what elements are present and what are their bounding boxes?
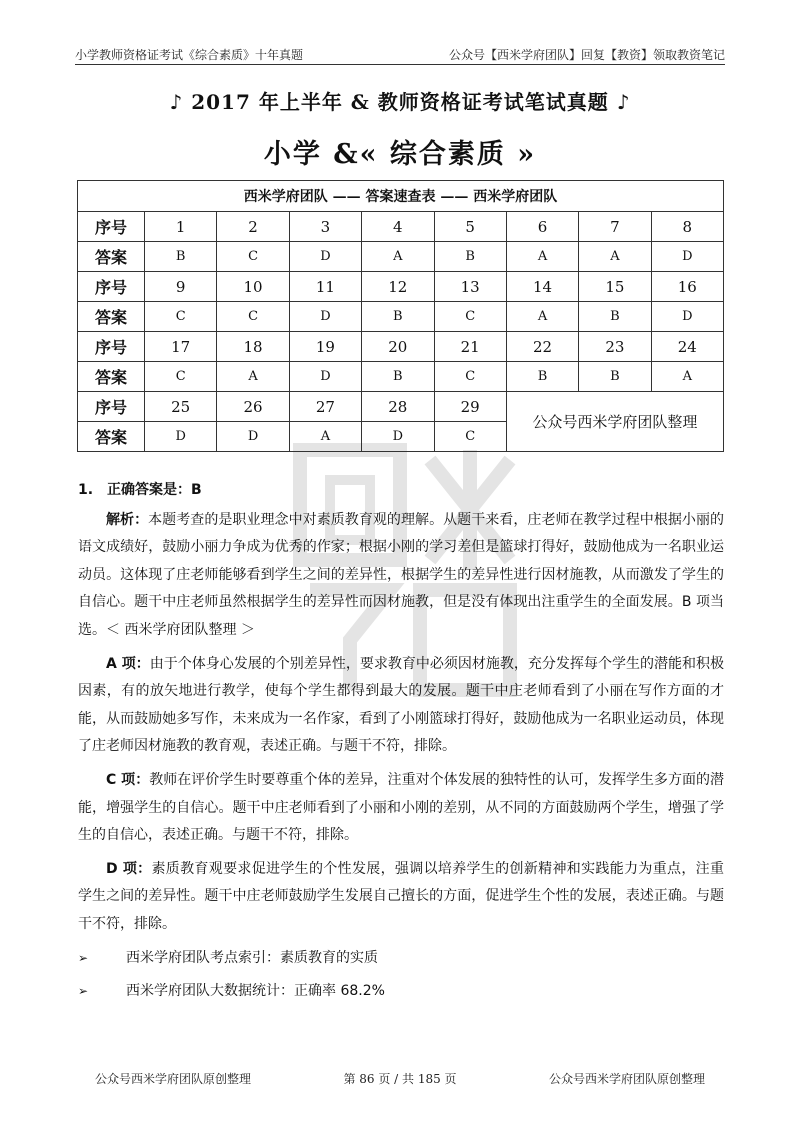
seq-label: 序号 [78, 392, 145, 422]
answer-cell: C [434, 362, 506, 392]
page-footer [75, 1070, 725, 1090]
answer-label: 答案 [78, 242, 145, 272]
answer-cell: B [579, 302, 651, 332]
seq-cell: 6 [506, 212, 578, 242]
answer-cell: C [434, 302, 506, 332]
table-row [78, 392, 724, 422]
option-d-paragraph [78, 856, 724, 939]
list-item [78, 945, 724, 973]
seq-cell: 3 [289, 212, 361, 242]
table-note: 公众号西米学府团队整理 [506, 392, 723, 452]
answer-label: 答案 [78, 422, 145, 452]
answer-cell: C [434, 422, 506, 452]
seq-cell: 19 [289, 332, 361, 362]
exam-title: ♪ 2017 年上半年 & 教师资格证考试笔试真题 ♪ [169, 90, 631, 114]
option-c-label: C 项： [106, 771, 150, 788]
seq-cell: 26 [217, 392, 289, 422]
seq-cell: 13 [434, 272, 506, 302]
answer-cell: B [579, 362, 651, 392]
answer-cell: A [289, 422, 361, 452]
bullet-text: 西米学府团队大数据统计：正确率 68.2% [126, 983, 385, 1000]
seq-cell: 18 [217, 332, 289, 362]
page-header [75, 44, 725, 65]
seq-cell: 16 [651, 272, 723, 302]
footer-left-text: 公众号西米学府团队原创整理 [95, 1072, 252, 1086]
header-right-text: 公众号【西米学府团队】回复【教资】领取教资笔记 [448, 48, 725, 62]
answer-cell: D [289, 302, 361, 332]
answer-cell: C [217, 302, 289, 332]
answer-cell: A [579, 242, 651, 272]
seq-cell: 24 [651, 332, 723, 362]
footer-right-text: 公众号西米学府团队原创整理 [548, 1072, 705, 1086]
seq-cell: 27 [289, 392, 361, 422]
seq-cell: 25 [145, 392, 217, 422]
table-row [78, 362, 724, 392]
option-c-paragraph [78, 767, 724, 850]
seq-cell: 2 [217, 212, 289, 242]
answer-cell: C [145, 362, 217, 392]
table-row [78, 302, 724, 332]
table-row [78, 332, 724, 362]
option-a-label: A 项： [106, 655, 150, 672]
answer-cell: B [362, 362, 434, 392]
header-left-text: 小学教师资格证考试《综合素质》十年真题 [75, 48, 304, 62]
option-c-text: 教师在评价学生时要尊重个体的差异，注重对个体发展的独特性的认可，发挥学生多方面的潜能，增强学生的自信心。题干中庄老师看到了小丽和小刚的差别，从不同的方面鼓励两个学生，增强了学生的自信心，表述正确。与题干不符，排除。 [78, 771, 725, 844]
analysis-paragraph [78, 507, 724, 645]
arrow-bullet-icon: ➢ [78, 950, 89, 965]
answer-cell: A [217, 362, 289, 392]
seq-cell: 15 [579, 272, 651, 302]
seq-cell: 10 [217, 272, 289, 302]
table-row [78, 212, 724, 242]
answer-cell: B [506, 362, 578, 392]
answer-cell: B [145, 242, 217, 272]
seq-cell: 4 [362, 212, 434, 242]
answer-cell: D [289, 362, 361, 392]
table-row [78, 272, 724, 302]
seq-cell: 1 [145, 212, 217, 242]
answer-cell: D [651, 242, 723, 272]
answer-label: 答案 [78, 302, 145, 332]
answer-table-caption: 西米学府团队 —— 答案速查表 —— 西米学府团队 [78, 181, 724, 212]
answer-cell: C [217, 242, 289, 272]
bullet-text: 西米学府团队考点索引：素质教育的实质 [126, 949, 378, 966]
bullet-list [78, 945, 724, 1006]
seq-cell: 22 [506, 332, 578, 362]
answer-cell: D [217, 422, 289, 452]
answer-cell: A [506, 242, 578, 272]
explanation-body [78, 477, 724, 1012]
page-number: 第 86 页 / 共 185 页 [343, 1072, 457, 1086]
option-a-text: 由于个体身心发展的个别差异性，要求教育中必须因材施教，充分发挥每个学生的潜能和积极因素，有的放矢地进行教学，使每个学生都得到最大的发展。题干中庄老师看到了小丽在写作方面的才能，从而鼓励她多写作，未来成为一名作家，看到了小刚篮球打得好，鼓励他成为一名职业运动员，体现了庄老师因材施教的教育观，表述正确。与题干不符，排除。 [78, 655, 724, 755]
seq-cell: 20 [362, 332, 434, 362]
seq-cell: 14 [506, 272, 578, 302]
answer-cell: D [145, 422, 217, 452]
option-a-paragraph [78, 651, 724, 761]
answer-cell: A [651, 362, 723, 392]
answer-cell: A [362, 242, 434, 272]
seq-cell: 8 [651, 212, 723, 242]
option-d-text: 素质教育观要求促进学生的个性发展，强调以培养学生的创新精神和实践能力为重点，注重学生之间的差异性。题干中庄老师鼓励学生发展自己擅长的方面，促进学生个性的发展，表述正确。与题干不符，排除。 [78, 860, 725, 932]
answer-cell: C [145, 302, 217, 332]
analysis-text: 本题考查的是职业理念中对素质教育观的理解。从题干来看，庄老师在教学过程中根据小丽的语文成绩好，鼓励小丽力争成为优秀的作家；根据小刚的学习差但是篮球打得好，鼓励他成为一名职业运动员。这体现了庄老师能够看到学生之间的差异性，根据学生的差异性进行因材施教，从而激发了学生的自信心。题干中庄老师虽然根据学生的差异性而因材施教，但是没有体现出注重学生的全面发展。B 项当选。＜ 西米学府团队整理 ＞ [78, 511, 724, 638]
answer-table [77, 180, 724, 452]
answer-cell: D [289, 242, 361, 272]
seq-cell: 17 [145, 332, 217, 362]
seq-cell: 11 [289, 272, 361, 302]
answer-label: 答案 [78, 362, 145, 392]
seq-cell: 21 [434, 332, 506, 362]
subject-title: 小学 &« 综合素质 » [263, 139, 537, 170]
question-heading: 1. 正确答案是：B [78, 482, 202, 498]
answer-cell: A [506, 302, 578, 332]
seq-cell: 9 [145, 272, 217, 302]
answer-cell: D [362, 422, 434, 452]
seq-label: 序号 [78, 212, 145, 242]
answer-cell: B [362, 302, 434, 332]
answer-cell: D [651, 302, 723, 332]
analysis-label: 解析： [106, 511, 149, 528]
seq-cell: 28 [362, 392, 434, 422]
answer-cell: B [434, 242, 506, 272]
table-row [78, 242, 724, 272]
seq-label: 序号 [78, 272, 145, 302]
seq-cell: 23 [579, 332, 651, 362]
seq-cell: 29 [434, 392, 506, 422]
seq-cell: 12 [362, 272, 434, 302]
seq-label: 序号 [78, 332, 145, 362]
arrow-bullet-icon: ➢ [78, 984, 89, 999]
seq-cell: 7 [579, 212, 651, 242]
list-item [78, 978, 724, 1006]
seq-cell: 5 [434, 212, 506, 242]
option-d-label: D 项： [106, 860, 152, 877]
